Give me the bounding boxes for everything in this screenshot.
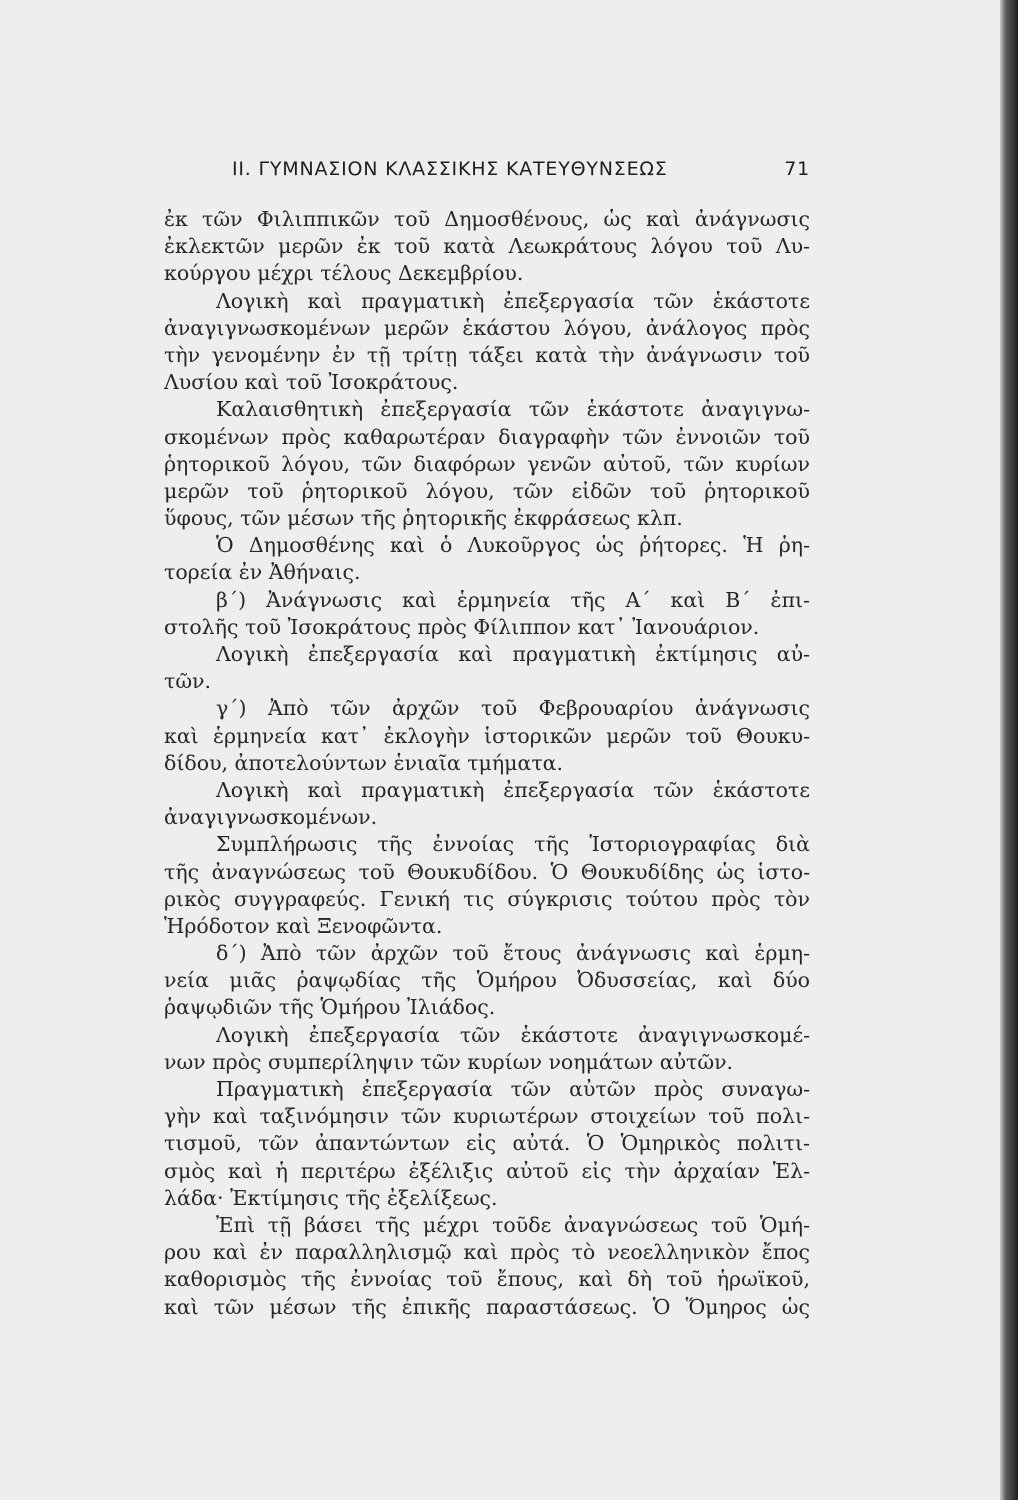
text-line: γ´) Ἀπὸ τῶν ἀρχῶν τοῦ Φεβρουαρίου ἀνάγνωσις: [216, 696, 810, 721]
text-line: κούργου μέχρι τέλους Δεκεμβρίου.: [164, 261, 524, 286]
text-line: Ἡρόδοτον καὶ Ξενοφῶντα.: [164, 913, 443, 938]
text-line: σμὸς καὶ ἡ περιτέρω ἐξέλιξις αὐτοῦ εἰς τὴν ἀρχαίαν Ἑλ-: [164, 1158, 810, 1183]
text-line: ῥαψῳδιῶν τῆς Ὁμήρου Ἰλιάδος.: [164, 995, 496, 1020]
text-line: τῶν.: [164, 669, 212, 694]
text-line: β´) Ἀνάγνωσις καὶ ἑρμηνεία τῆς Α´ καὶ Β´ ἐπι-: [216, 587, 810, 612]
text-line: Ὁ Δημοσθένης καὶ ὁ Λυκοῦργος ὡς ῥήτορες. Ἡ ῥη-: [216, 533, 810, 558]
text-line: τῆς ἀναγνώσεως τοῦ Θουκυδίδου. Ὁ Θουκυδίδης ὡς ἱστο-: [164, 859, 810, 884]
text-line: τισμοῦ, τῶν ἀπαντώντων εἰς αὐτά. Ὁ Ὁμηρικὸς πολιτι-: [164, 1131, 810, 1156]
text-line: Λογικὴ ἐπεξεργασία τῶν ἑκάστοτε ἀναγιγνωσκομέ-: [216, 1022, 810, 1047]
text-line: ἐκλεκτῶν μερῶν ἐκ τοῦ κατὰ Λεωκράτους λόγου τοῦ Λυ-: [164, 234, 810, 259]
text-line: Ἐπὶ τῇ βάσει τῆς μέχρι τοῦδε ἀναγνώσεως τοῦ Ὁμή-: [216, 1212, 810, 1237]
text-line: ρικὸς συγγραφεύς. Γενική τις σύγκρισις τούτου πρὸς τὸν: [164, 886, 810, 911]
running-header: [232, 158, 810, 188]
text-line: Συμπλήρωσις τῆς ἐννοίας τῆς Ἱστοριογραφίας διὰ: [216, 832, 810, 857]
text-line: Λογικὴ ἐπεξεργασία καὶ πραγματικὴ ἐκτίμησις αὐ-: [216, 642, 810, 666]
header-title: ΙΙ. ΓΥΜΝΑΣΙΟΝ ΚΛΑΣΣΙΚΗΣ ΚΑΤΕΥΘΥΝΣΕΩΣ: [232, 158, 668, 180]
text-line: Πραγματικὴ ἐπεξεργασία τῶν αὐτῶν πρὸς συναγω-: [216, 1077, 810, 1101]
text-line: καθορισμὸς τῆς ἐννοίας τοῦ ἔπους, καὶ δὴ τοῦ ἡρωϊκοῦ,: [164, 1267, 810, 1292]
text-line: καὶ ἑρμηνεία κατ᾽ ἐκλογὴν ἱστορικῶν μερῶν τοῦ Θουκυ-: [164, 723, 810, 748]
text-line: Λογικὴ καὶ πραγματικὴ ἐπεξεργασία τῶν ἑκάστοτε: [216, 777, 810, 802]
text-line: Λυσίου καὶ τοῦ Ἰσοκράτους.: [164, 370, 459, 395]
text-line: δίδου, ἀποτελούντων ἑνιαῖα τμήματα.: [164, 750, 564, 775]
text-line: τορεία ἐν Ἀθήναις.: [164, 560, 361, 585]
text-line: καὶ τῶν μέσων τῆς ἐπικῆς παραστάσεως. Ὁ Ὅμηρος ὡς: [164, 1294, 810, 1319]
scan-edge: [1000, 0, 1018, 1500]
body-text: [164, 206, 810, 1321]
text-line: ὕφους, τῶν μέσων τῆς ῥητορικῆς ἐκφράσεως κλπ.: [164, 506, 683, 531]
page-number: 71: [784, 158, 810, 180]
text-line: Καλαισθητικὴ ἐπεξεργασία τῶν ἑκάστοτε ἀναγιγνω-: [216, 397, 810, 422]
text-line: ἐκ τῶν Φιλιππικῶν τοῦ Δημοσθένους, ὡς καὶ ἀνάγνωσις: [164, 207, 810, 231]
text-line: ἀναγιγνωσκομένων μερῶν ἑκάστου λόγου, ἀνάλογος πρὸς: [164, 315, 810, 340]
text-line: νεία μιᾶς ῥαψῳδίας τῆς Ὁμήρου Ὀδυσσείας, καὶ δύο: [164, 968, 810, 993]
text-line: γὴν καὶ ταξινόμησιν τῶν κυριωτέρων στοιχείων τοῦ πολι-: [164, 1104, 810, 1129]
text-line: στολῆς τοῦ Ἰσοκράτους πρὸς Φίλιππον κατ᾽ Ἰανουάριον.: [164, 614, 760, 639]
text-line: ρου καὶ ἐν παραλληλισμῷ καὶ πρὸς τὸ νεοελληνικὸν ἔπος: [164, 1240, 810, 1265]
text-line: Λογικὴ καὶ πραγματικὴ ἐπεξεργασία τῶν ἑκάστοτε: [216, 288, 810, 313]
text-line: ῥητορικοῦ λόγου, τῶν διαφόρων γενῶν αὐτοῦ, τῶν κυρίων: [164, 451, 810, 476]
text-line: νων πρὸς συμπερίληψιν τῶν κυρίων νοημάτων αὐτῶν.: [164, 1049, 734, 1074]
text-line: ἀναγιγνωσκομένων.: [164, 805, 378, 830]
text-line: δ´) Ἀπὸ τῶν ἀρχῶν τοῦ ἔτους ἀνάγνωσις καὶ ἑρμη-: [216, 941, 810, 966]
text-line: σκομένων πρὸς καθαρωτέραν διαγραφὴν τῶν ἐννοιῶν τοῦ: [164, 424, 810, 449]
text-line: λάδα· Ἐκτίμησις τῆς ἐξελίξεως.: [164, 1185, 498, 1210]
text-line: τὴν γενομένην ἐν τῇ τρίτῃ τάξει κατὰ τὴν ἀνάγνωσιν τοῦ: [164, 342, 810, 367]
text-line: μερῶν τοῦ ῥητορικοῦ λόγου, τῶν εἰδῶν τοῦ ῥητορικοῦ: [164, 478, 810, 503]
